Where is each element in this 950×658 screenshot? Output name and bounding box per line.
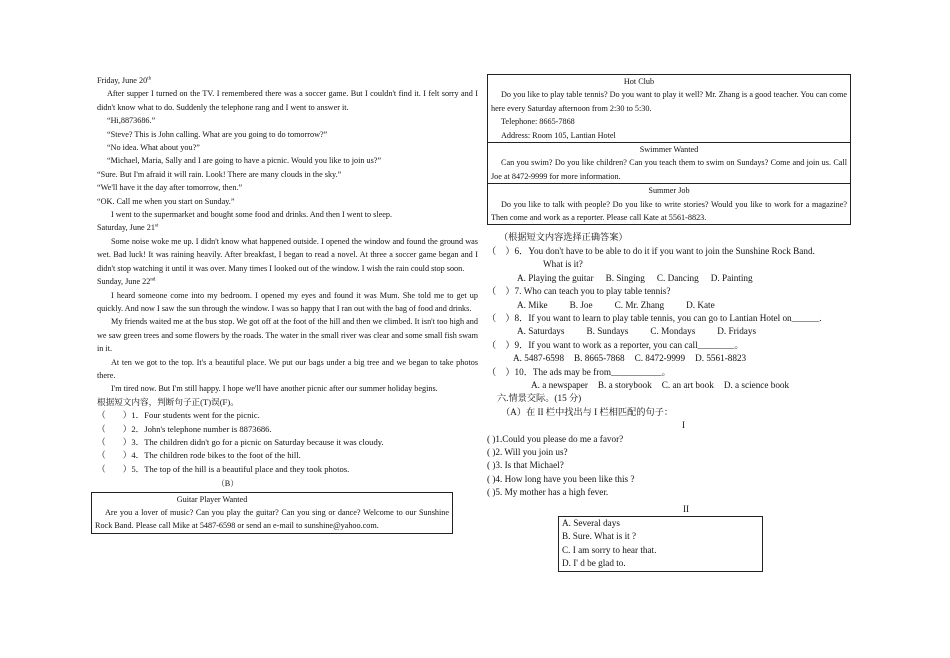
summer-job-ad [488, 183, 850, 224]
reading-passage-column [97, 74, 478, 534]
option: D. a science book [723, 379, 790, 390]
option: D. Kate [686, 299, 715, 310]
mc-question-6-line2: What is it? [543, 259, 583, 270]
dialog-line: “Hi,8873686.” [107, 116, 156, 126]
mc-options-7 [487, 299, 876, 312]
saturday-paragraph: Some noise woke me up. I didn't know what happened outside. I opened the window and found the ground was wet. Bad luck! It was raining heavily. After breakfast, I began to read a novel. At three a soccer game began and I didn't stop watching it until it was over. Many times I looked out of the window. I wish the rain could stop soon. [97, 236, 478, 273]
option: B. Joe [569, 299, 593, 310]
answer-item: B. Sure. What is it ? [562, 531, 637, 542]
option: C. an art book [661, 379, 714, 390]
match-item: ( )2. Will you join us? [487, 446, 568, 457]
mc-question-7: （ ）7. Who can teach you to play table tennis? [487, 286, 671, 297]
mc-question-10: （ ）10．The ads may be from___________。 [487, 366, 671, 377]
friday-closing: I went to the supermarket and bought some food and drinks. And then I went to sleep. [111, 210, 393, 220]
friday-heading: Friday, June 20th [97, 76, 152, 85]
option: A. a newspaper [531, 379, 588, 390]
mc-question-8: （ ）8．If you want to learn to play table tennis, you can go to Lantian Hotel on______. [487, 312, 822, 323]
option: A. 5487-6598 [513, 353, 565, 364]
match-item: ( )3. Is that Michael? [487, 460, 564, 471]
mc-options-10 [487, 379, 876, 392]
mc-options-6 [487, 272, 876, 285]
saturday-heading: Saturday, June 21st [97, 223, 159, 233]
answer-item: D. I' d be glad to. [562, 558, 626, 569]
tf-question: （ ）4．The children rode bikes to the foot of the hill. [97, 450, 301, 461]
friday-paragraph: After supper I turned on the TV. I remembered there was a soccer game. But I couldn't find it. I felt sorry and I didn't know what to do. Suddenly the telephone rang and I went to answer it. [97, 89, 478, 112]
sunday-paragraph: I'm tired now. But I'm still happy. I hope we'll have another picnic after our summer holiday begins. [111, 384, 438, 394]
option: C. Mondays [650, 326, 696, 337]
ad-text: Can you swim? Do you like children? Can you teach them to swim on Sundays? Come and join us. Call Joe at 8472-9999 for more information. [491, 158, 847, 181]
section-b-label: （B） [216, 479, 239, 489]
tf-instruction: 根据短文内容，判断句子正(T)误(F)。 [97, 396, 239, 407]
option: C. Dancing [656, 272, 699, 283]
answer-box [558, 516, 763, 572]
ads-box [487, 74, 851, 225]
option: A. Mike [517, 299, 548, 310]
mc-options-9 [487, 352, 876, 365]
dialog-line: “OK. Call me when you start on Sunday.” [97, 196, 235, 206]
sunday-paragraph: My friends waited me at the bus stop. We got off at the foot of the hill and then we climbed. It isn't too high and we saw green trees and some flowers by the roads. The water in the small river was clear and some small fish swam in it. [97, 317, 478, 354]
sunday-paragraph: At ten we got to the top. It's a beautiful place. We put our bags under a big tree and we began to take photos there. [97, 357, 478, 380]
tf-question: （ ）3．The children didn't go for a picnic on Saturday because it was cloudy. [97, 436, 384, 447]
mc-question-6: （ ）6．You don't have to be able to do it if you want to join the Sunshine Rock Band. [487, 245, 815, 256]
option: B. Singing [605, 272, 645, 283]
dialog-line: “Steve? This is John calling. What are you going to do tomorrow?” [107, 129, 328, 139]
option: A. Playing the guitar [517, 272, 594, 283]
ad-text: Do you like to talk with people? Do you like to write stories? Would you like to work for a magazine? Then come and work as a reporter. Please call Kate at 5561-8823. [491, 199, 847, 223]
section6-subtitle: （A）在 II 栏中找出与 I 栏相匹配的句子： [501, 406, 674, 417]
mc-options-8 [487, 325, 876, 338]
section6-title: 六.情景交际。(15 分) [497, 393, 582, 404]
match-item: ( )5. My mother has a high fever. [487, 487, 609, 498]
ad-title: Hot Club [623, 77, 655, 86]
guitar-ad-title: Guitar Player Wanted [176, 494, 248, 504]
guitar-ad-box [91, 492, 453, 534]
column-ii-label: II [683, 503, 690, 514]
sunday-paragraph: I heard someone come into my bedroom. I opened my eyes and found it was Mum. She told me to get up quickly. And now I saw the sun through the window. I was so happy that I ran out with the bag of food and drinks. [97, 290, 478, 313]
option: D. 5561-8823 [695, 353, 747, 364]
ad-address: Address: Room 105, Lantian Hotel [501, 130, 616, 140]
option: B. 8665-7868 [574, 353, 625, 364]
tf-question: （ ）5．The top of the hill is a beautiful place and they took photos. [97, 463, 350, 474]
mc-section [487, 231, 876, 571]
option: A. Saturdays [517, 326, 565, 337]
option: C. 8472-9999 [634, 353, 686, 364]
option: B. Sundays [586, 326, 629, 337]
tf-question: （ ）1．Four students went for the picnic. [97, 410, 260, 421]
match-item: ( )4. How long have you been like this ? [487, 473, 635, 484]
match-item: ( )1.Could you please do me a favor? [487, 433, 624, 444]
dialog-line: “Michael, Maria, Sally and I are going to have a picnic. Would you like to join us?” [107, 156, 382, 166]
ad-title: Summer Job [648, 186, 690, 196]
mc-instruction: （根据短文内容选择正确答案） [499, 232, 628, 243]
column-i-label: I [682, 420, 686, 431]
option: D. Painting [710, 272, 753, 283]
option: D. Fridays [717, 326, 757, 337]
guitar-ad-body: Are you a lover of music? Can you play the guitar? Can you sing or dance? Welcome to our Sunshine Rock Band. Please call Mike at 5487-6598 or send an e-mail to sunshine@yahoo.com. [95, 508, 449, 531]
ad-text: Do you like to play table tennis? Do you want to play it well? Mr. Zhang is a good teacher. You can come here every Saturday afternoon from 2:30 to 5:30. [491, 90, 847, 113]
ads-and-questions-column [487, 74, 876, 572]
option: C. Mr. Zhang [614, 299, 665, 310]
mc-question-9: （ ）9．If you want to work as a reporter, you can call________。 [487, 339, 744, 350]
ad-phone: Telephone: 8665-7868 [501, 117, 575, 127]
ad-title: Swimmer Wanted [639, 145, 699, 155]
swimmer-ad [488, 142, 850, 183]
sunday-heading: Sunday, June 22nd [97, 277, 156, 287]
tf-question: （ ）2．John's telephone number is 8873686. [97, 423, 272, 434]
option: B. a storybook [597, 379, 652, 390]
dialog-line: “No idea. What about you?” [107, 143, 200, 153]
dialog-line: “We'll have it the day after tomorrow, then.” [97, 183, 243, 193]
dialog-line: “Sure. But I'm afraid it will rain. Look! There are many clouds in the sky.” [97, 169, 342, 179]
answer-item: C. I am sorry to hear that. [562, 544, 657, 555]
hot-club-ad [488, 75, 850, 142]
answer-item: A. Several days [562, 518, 620, 528]
